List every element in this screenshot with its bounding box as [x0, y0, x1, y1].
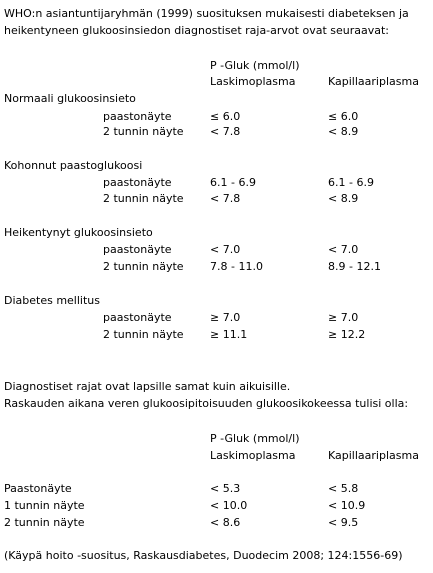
- row-value-col1: 7.8 - 11.0: [210, 260, 263, 273]
- row-label: 2 tunnin näyte: [4, 516, 85, 529]
- row-label: 2 tunnin näyte: [103, 260, 184, 273]
- table2-col2-header: Kapillaariplasma: [328, 449, 419, 462]
- row-value-col2: 8.9 - 12.1: [328, 260, 381, 273]
- row-value-col1: < 10.0: [210, 499, 248, 512]
- group-title: Heikentynyt glukoosinsieto: [4, 226, 153, 239]
- row-value-col1: ≥ 11.1: [210, 328, 248, 341]
- row-value-col2: ≥ 12.2: [328, 328, 366, 341]
- row-label: paastonäyte: [103, 311, 172, 324]
- row-value-col1: ≤ 6.0: [210, 110, 241, 123]
- row-value-col1: < 5.3: [210, 482, 241, 495]
- table1-measure-header: P -Gluk (mmol/l): [210, 59, 300, 72]
- row-value-col2: 6.1 - 6.9: [328, 176, 374, 189]
- row-label: paastonäyte: [103, 176, 172, 189]
- reference-citation: (Käypä hoito -suositus, Raskausdiabetes, Duodecim 2008; 124:1556-69): [4, 549, 403, 562]
- table2-measure-header: P -Gluk (mmol/l): [210, 432, 300, 445]
- table2-col1-header: Laskimoplasma: [210, 449, 296, 462]
- row-label: 1 tunnin näyte: [4, 499, 85, 512]
- row-value-col2: < 7.0: [328, 243, 359, 256]
- row-label: paastonäyte: [103, 243, 172, 256]
- table1-col1-header: Laskimoplasma: [210, 75, 296, 88]
- row-value-col1: 6.1 - 6.9: [210, 176, 256, 189]
- group-title: Normaali glukoosinsieto: [4, 92, 136, 105]
- row-value-col2: < 10.9: [328, 499, 366, 512]
- group-title: Kohonnut paastoglukoosi: [4, 159, 143, 172]
- row-value-col2: < 9.5: [328, 516, 359, 529]
- row-value-col1: < 8.6: [210, 516, 241, 529]
- row-label: 2 tunnin näyte: [103, 125, 184, 138]
- intro-line-2: heikentyneen glukoosinsiedon diagnostiset raja-arvot ovat seuraavat:: [4, 24, 389, 37]
- row-label: 2 tunnin näyte: [103, 328, 184, 341]
- row-value-col1: < 7.0: [210, 243, 241, 256]
- table1-col2-header: Kapillaariplasma: [328, 75, 419, 88]
- row-value-col2: < 5.8: [328, 482, 359, 495]
- middle-line-1: Diagnostiset rajat ovat lapsille samat kuin aikuisille.: [4, 380, 291, 393]
- row-value-col1: ≥ 7.0: [210, 311, 241, 324]
- intro-line-1: WHO:n asiantuntijaryhmän (1999) suosituksen mukaisesti diabeteksen ja: [4, 7, 409, 20]
- row-value-col2: < 8.9: [328, 125, 359, 138]
- row-value-col1: < 7.8: [210, 192, 241, 205]
- group-title: Diabetes mellitus: [4, 294, 100, 307]
- row-value-col2: ≥ 7.0: [328, 311, 359, 324]
- row-label: 2 tunnin näyte: [103, 192, 184, 205]
- row-label: paastonäyte: [103, 110, 172, 123]
- middle-line-2: Raskauden aikana veren glukoosipitoisuuden glukoosikokeessa tulisi olla:: [4, 397, 409, 410]
- row-value-col2: ≤ 6.0: [328, 110, 359, 123]
- row-label: Paastonäyte: [4, 482, 72, 495]
- row-value-col1: < 7.8: [210, 125, 241, 138]
- row-value-col2: < 8.9: [328, 192, 359, 205]
